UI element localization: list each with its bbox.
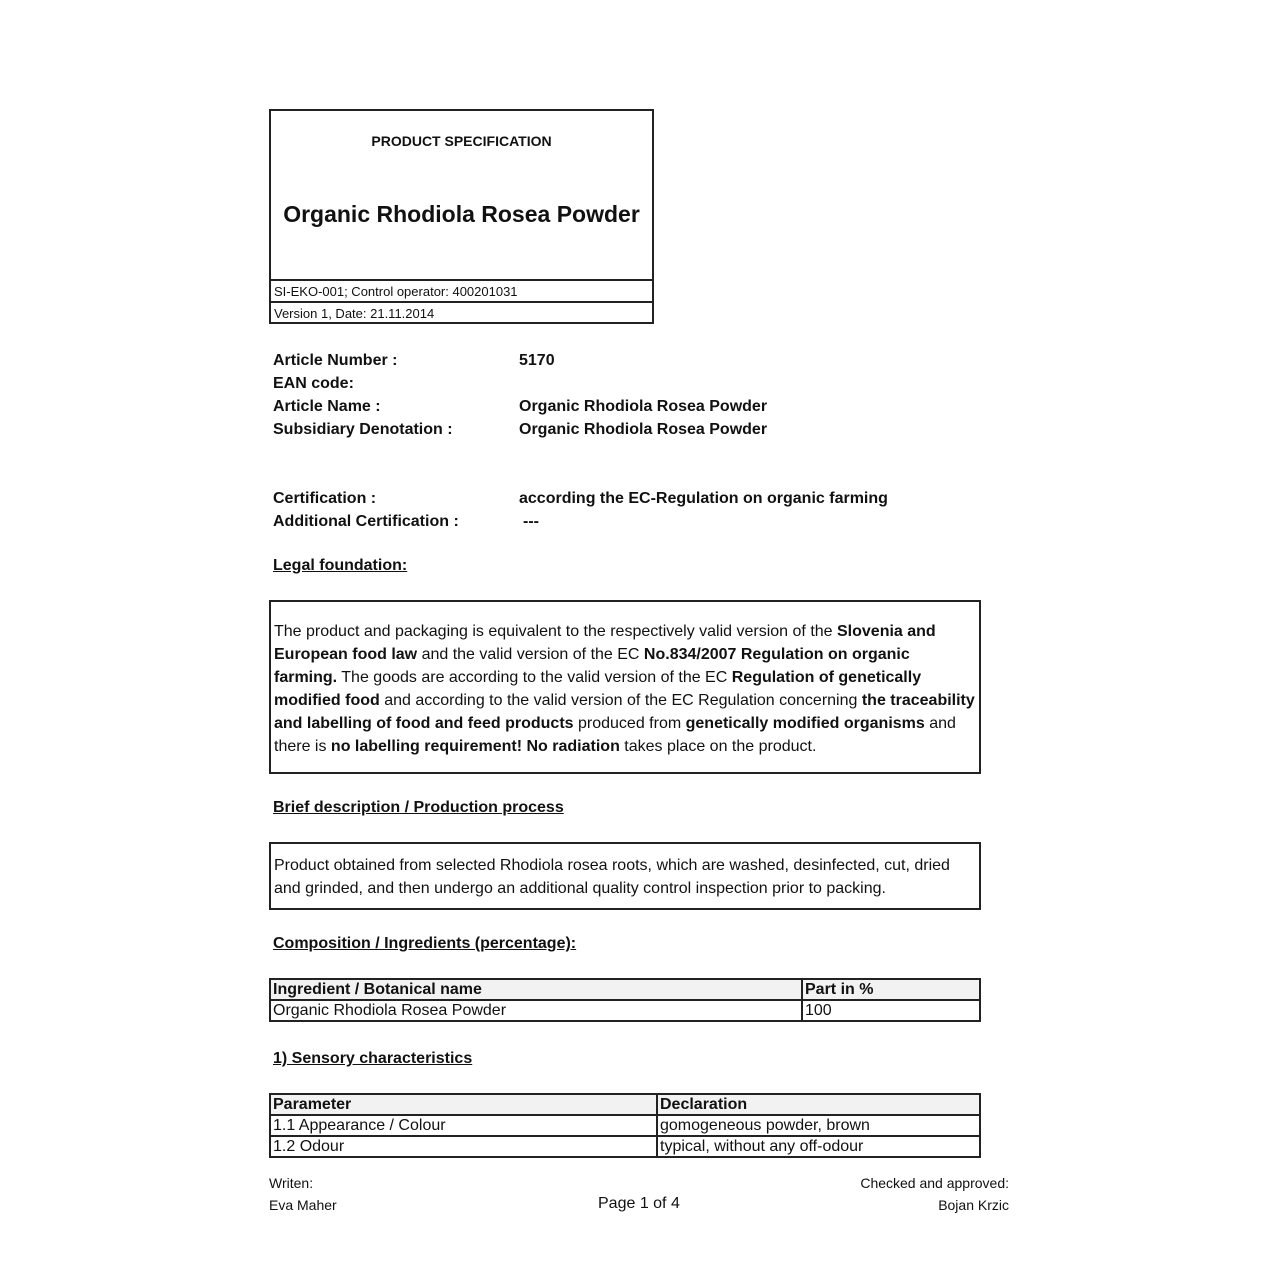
additional-certification-value: --- bbox=[523, 513, 539, 530]
column-header: Ingredient / Botanical name bbox=[270, 979, 802, 1000]
table-row bbox=[270, 1000, 980, 1021]
spec-header-box bbox=[269, 109, 654, 324]
document-type: PRODUCT SPECIFICATION bbox=[371, 133, 552, 149]
article-number-label: Article Number : bbox=[273, 352, 398, 369]
legal-text-2: and the valid version of the EC bbox=[417, 646, 644, 663]
description-heading: Brief description / Production process bbox=[273, 799, 564, 816]
approved-label: Checked and approved: bbox=[860, 1175, 1009, 1191]
additional-certification-label: Additional Certification : bbox=[273, 513, 459, 530]
page-number: Page 1 of 4 bbox=[598, 1195, 680, 1212]
version-date: Version 1, Date: 21.11.2014 bbox=[274, 306, 435, 321]
legal-bold-5: genetically modified organisms bbox=[685, 715, 925, 732]
column-header: Parameter bbox=[270, 1094, 657, 1115]
sensory-heading: 1) Sensory characteristics bbox=[273, 1050, 473, 1067]
sensory-table bbox=[269, 1093, 981, 1158]
legal-bold-1: Slovenia and European food law bbox=[274, 623, 936, 663]
legal-text-6: and there is bbox=[274, 715, 956, 755]
control-operator: SI-EKO-001; Control operator: 400201031 bbox=[271, 281, 652, 303]
ean-code-label: EAN code: bbox=[273, 375, 354, 392]
legal-bold-2: No.834/2007 Regulation on organic farming. bbox=[274, 646, 910, 686]
legal-text-7: takes place on the product. bbox=[619, 738, 817, 755]
parameter-cell: 1.2 Odour bbox=[270, 1136, 657, 1157]
column-header: Part in % bbox=[802, 979, 980, 1000]
header-title-area bbox=[271, 111, 652, 281]
subsidiary-denotation-value: Organic Rhodiola Rosea Powder bbox=[519, 421, 768, 438]
composition-table bbox=[269, 978, 981, 1022]
composition-heading: Composition / Ingredients (percentage): bbox=[273, 935, 577, 952]
written-label: Writen: bbox=[269, 1175, 314, 1191]
legal-text-1: The product and packaging is equivalent to the respectively valid version of the bbox=[274, 623, 837, 640]
table-row bbox=[270, 1136, 980, 1157]
legal-bold-6: no labelling requirement! No radiation bbox=[330, 738, 620, 755]
table-row bbox=[270, 1115, 980, 1136]
written-name: Eva Maher bbox=[269, 1197, 337, 1213]
ingredient-cell: Organic Rhodiola Rosea Powder bbox=[270, 1000, 802, 1021]
legal-text-4: and according to the valid version of the EC Regulation concerning bbox=[379, 692, 862, 709]
declaration-cell: gomogeneous powder, brown bbox=[657, 1115, 980, 1136]
table-header-row bbox=[270, 1094, 980, 1115]
column-header: Declaration bbox=[657, 1094, 980, 1115]
legal-bold-3: Regulation of genetically modified food bbox=[274, 669, 922, 709]
description-box bbox=[269, 842, 981, 910]
article-name-value: Organic Rhodiola Rosea Powder bbox=[519, 398, 768, 415]
declaration-cell: typical, without any off-odour bbox=[657, 1136, 980, 1157]
parameter-cell: 1.1 Appearance / Colour bbox=[270, 1115, 657, 1136]
certification-value: according the EC-Regulation on organic farming bbox=[519, 490, 888, 507]
product-title: Organic Rhodiola Rosea Powder bbox=[283, 201, 640, 227]
subsidiary-denotation-label: Subsidiary Denotation : bbox=[273, 421, 453, 438]
table-header-row bbox=[270, 979, 980, 1000]
legal-bold-4: the traceability and labelling of food and feed products bbox=[274, 692, 975, 732]
description-text: Product obtained from selected Rhodiola rosea roots, which are washed, desinfected, cut, dried and grinded, and then undergo an additional quality control inspection prior to packing. bbox=[274, 857, 950, 897]
part-cell: 100 bbox=[802, 1000, 980, 1021]
legal-foundation-heading: Legal foundation: bbox=[273, 557, 408, 574]
legal-text-3: The goods are according to the valid version of the EC bbox=[337, 669, 732, 686]
certification-label: Certification : bbox=[273, 490, 377, 507]
legal-text-5: produced from bbox=[573, 715, 686, 732]
article-number-value: 5170 bbox=[519, 352, 555, 369]
approved-name: Bojan Krzic bbox=[938, 1197, 1009, 1213]
legal-foundation-box bbox=[269, 600, 981, 774]
article-name-label: Article Name : bbox=[273, 398, 381, 415]
